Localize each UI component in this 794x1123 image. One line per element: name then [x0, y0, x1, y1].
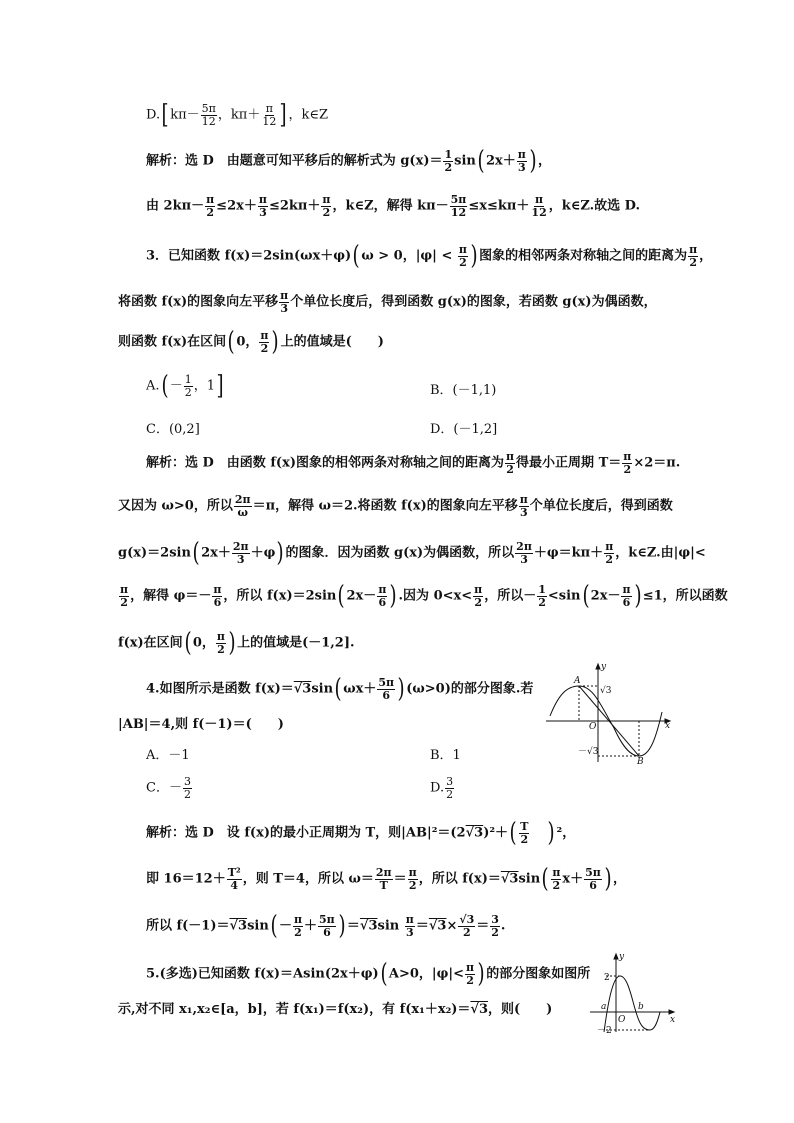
q3-solution-line-2: 又因为 ω>0，所以 $\frac{2\pi}{\omega}$ ＝π，解得 ω＝2.将函数 f(x)的图象向左平移 $\frac{\pi}{3}$ 个单位长度后，得到函数 — [118, 493, 673, 519]
q5-y-arrow — [614, 954, 618, 959]
q3-solution-line-4: $\frac{\pi}{2}$ ，解得 φ＝－ $\frac{\pi}{6}$ ，所以 f(x)＝2sin( 2x－ $\frac{\pi}{6}$ ) .因为 0<x< $\frac{\pi}{2}$ ，所以－ $\frac{1}{2}$ <sin( 2x－ $\frac{\pi}{6}$ ) ≤1，所以函数 — [120, 581, 728, 611]
q4-graph — [544, 660, 674, 765]
q4-label-neg-sqrt3: －√3 — [578, 747, 599, 757]
q4-label-a: A — [574, 676, 581, 686]
q5-line-1: 5.(多选)已知函数 f(x)＝Asin(2x＋φ)( A>0，|φ|< $\frac{\pi}{2}$ ) 的部分图象如图所 — [146, 959, 591, 989]
prev-solution-line-2: 由 2kπ－ $\frac{\pi}{2}$ ≤2x＋ $\frac{\pi}{3}$ ≤2kπ＋ $\frac{\pi}{2}$ ，k∈Z，解得 kπ－ $\frac{5\pi}{12}$ ≤x≤kπ＋ $\frac{\pi}{12}$ ，k∈Z.故选 D. — [146, 193, 641, 219]
q5-label-x: x — [670, 1015, 676, 1025]
q3-solution-line-1: 解析：选 D 由函数 f(x)图象的相邻两条对称轴之间的距离为 $\frac{\pi}{2}$ 得最小正周期 T＝ $\frac{\pi}{2}$ ×2＝π. — [146, 450, 681, 476]
q5-label-y: y — [619, 952, 625, 962]
q5-sine-curve — [604, 976, 660, 1032]
q3-option-c: C．(0,2] — [146, 422, 200, 437]
q4-solution-line-2: 即 16＝12＋ $\frac{\text{T²}}{4}$ ，则 T＝4，所以 ω＝ $\frac{2\pi}{T}$ ＝ $\frac{\pi}{2}$ ，所以 f(x)＝√3sin( $\frac{\pi}{2}$ x＋ $\frac{5\pi}{6}$ ) ， — [146, 864, 627, 894]
q4-option-b: B．1 — [430, 748, 461, 763]
q4-option-d: D. $\frac{3}{2}$ — [430, 775, 454, 801]
q5-label-neg-two: －2 — [597, 1026, 612, 1035]
q4-option-a: A．－1 — [146, 748, 190, 763]
q3-option-b: B．(－1,1) — [430, 383, 497, 398]
q4-label-b: B — [637, 757, 644, 765]
q3-option-a: A.( － $\frac{1}{2}$ ，1] — [146, 371, 224, 401]
q5-label-o: O — [618, 1015, 626, 1025]
q5-graph — [580, 950, 680, 1035]
prev-option-d: D.[ kπ－ $\frac{5\pi}{12}$ ，kπ＋ $\frac{\pi}{12}$ ] ，k∈Z — [146, 100, 329, 130]
q4-option-c: C．－ $\frac{3}{2}$ — [146, 775, 191, 801]
q4-line-1: 4.如图所示是函数 f(x)＝√3sin( ωx＋ $\frac{5\pi}{6}$ ) (ω>0)的部分图象.若 — [146, 674, 534, 704]
q4-label-o: O — [589, 722, 597, 732]
q4-label-y: y — [601, 662, 607, 672]
q4-line-2: |AB|＝4,则 f(－1)＝( ) — [118, 717, 284, 732]
q3-solution-line-3: g(x)＝2sin( 2x＋ $\frac{2\pi}{3}$ ＋φ) 的图象．因为函数 g(x)为偶函数，所以 $\frac{2\pi}{3}$ ＋φ＝kπ＋ $\frac{\pi}{2}$ ，k∈Z.由|φ|< — [118, 538, 706, 568]
q3-line-3: 则函数 f(x)在区间( 0， $\frac{\pi}{2}$ ) 上的值域是( ) — [118, 327, 384, 357]
q4-y-arrow — [596, 664, 600, 669]
q5-label-b: b — [638, 1002, 644, 1012]
prev-solution-line-1: 解析：选 D 由题意可知平移后的解析式为 g(x)＝ $\frac{1}{2}$ sin( 2x＋ $\frac{\pi}{3}$ ) ， — [146, 146, 552, 176]
q4-label-sqrt3: √3 — [600, 686, 612, 696]
q3-option-d: D．(－1,2] — [430, 422, 498, 437]
q3-line-1: 3．已知函数 f(x)＝2sin(ωx＋φ)( ω > 0，|φ| < $\frac{\pi}{2}$ ) 图象的相邻两条对称轴之间的距离为 $\frac{\pi}{2}$ ， — [146, 241, 713, 271]
q5-x-arrow — [669, 1010, 674, 1014]
q5-label-two: 2 — [604, 973, 610, 983]
q5-line-2: 示,对不同 x₁,x₂∈[a，b]，若 f(x₁)＝f(x₂)，有 f(x₁＋x₂)＝√3，则( ) — [118, 1002, 553, 1017]
q4-solution-line-1: 解析：选 D 设 f(x)的最小正周期为 T，则|AB|²＝(2√3)²＋( $\frac{T}{2}$ ) ²， — [146, 818, 576, 848]
q4-label-x: x — [665, 721, 671, 731]
q3-line-2: 将函数 f(x)的图象向左平移 $\frac{\pi}{3}$ 个单位长度后，得到函数 g(x)的图象，若函数 g(x)为偶函数， — [118, 289, 657, 315]
q3-solution-line-5: f(x)在区间( 0， $\frac{\pi}{2}$ ) 上的值域是(－1,2]. — [118, 628, 355, 658]
q5-label-a: a — [601, 1002, 607, 1012]
q4-solution-line-3: 所以 f(－1)＝√3sin( － $\frac{\pi}{2}$ ＋ $\frac{5\pi}{6}$ ) ＝√3sin $\frac{\pi}{3}$ ＝√3× $\frac{√3}{2}$ ＝ $\frac{3}{2}$ . — [146, 911, 506, 941]
